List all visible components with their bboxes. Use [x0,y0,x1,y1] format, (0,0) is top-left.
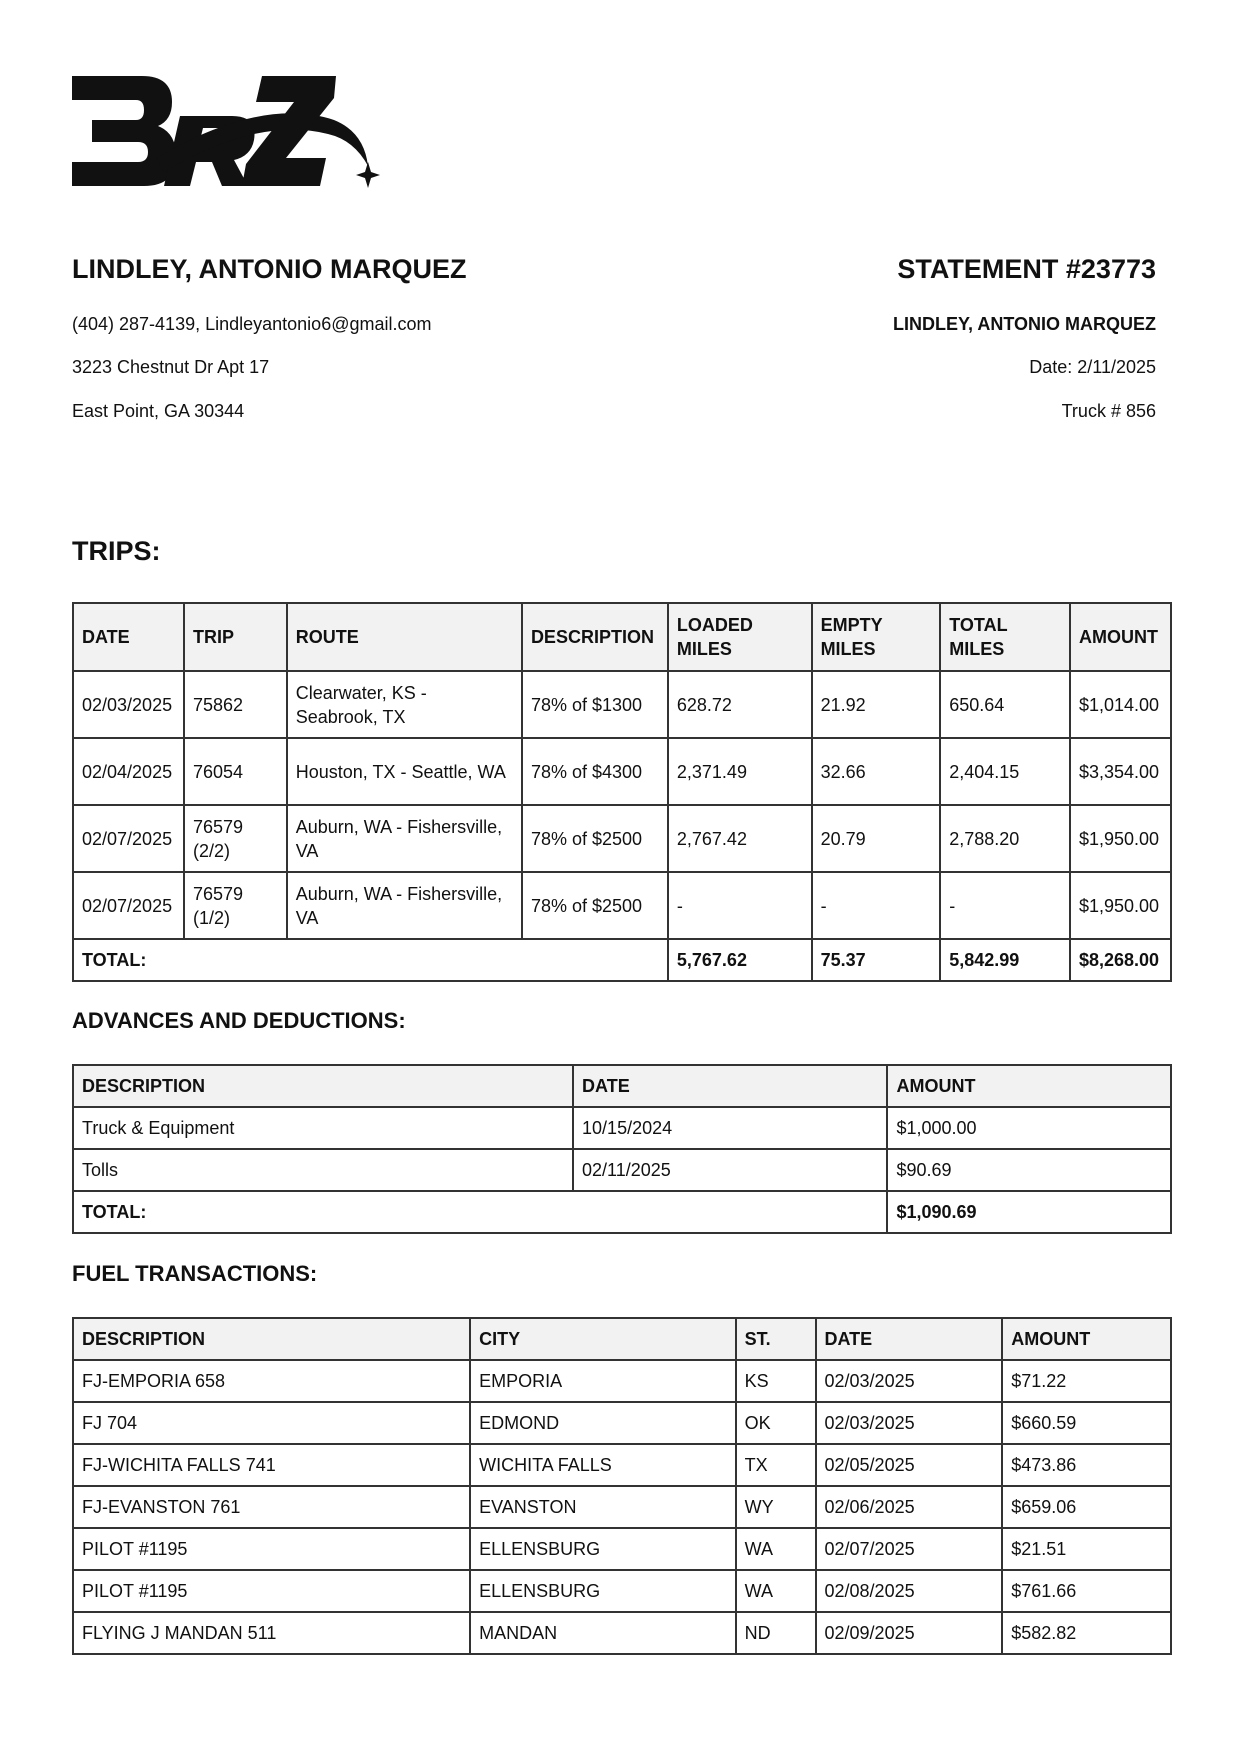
trip-total-miles: 650.64 [940,671,1070,738]
truck-number: Truck # 856 [1061,401,1156,421]
trip-empty-miles: 21.92 [812,671,941,738]
trip-number: 76579 (1/2) [184,872,287,939]
trip-description: 78% of $4300 [522,738,668,805]
trip-number: 76579 (2/2) [184,805,287,872]
fuel-date: 02/05/2025 [816,1444,1003,1486]
trips-total-amount: $8,268.00 [1070,939,1171,981]
deduction-description: Truck & Equipment [73,1107,573,1149]
table-row [73,671,1171,738]
trip-total-miles: - [940,872,1070,939]
fuel-date: 02/07/2025 [816,1528,1003,1570]
fuel-city: ELLENSBURG [470,1528,736,1570]
fuel-amount: $473.86 [1002,1444,1171,1486]
trip-description: 78% of $1300 [522,671,668,738]
brz-logo [72,76,382,192]
col-date: DATE [573,1065,887,1107]
fuel-amount: $761.66 [1002,1570,1171,1612]
trip-amount: $3,354.00 [1070,738,1171,805]
fuel-state: KS [736,1360,816,1402]
statement-driver-name: LINDLEY, ANTONIO MARQUEZ [892,314,1156,334]
trip-loaded-miles: 2,371.49 [668,738,812,805]
col-amount: AMOUNT [1002,1318,1171,1360]
fuel-state: WA [736,1528,816,1570]
fuel-city: MANDAN [470,1612,736,1654]
col-description: DESCRIPTION [73,1065,573,1107]
trip-date: 02/04/2025 [73,738,184,805]
table-row [73,872,1171,939]
fuel-state: ND [736,1612,816,1654]
trips-total-empty: 75.37 [812,939,941,981]
fuel-table [72,1317,1172,1655]
table-row [73,1528,1171,1570]
trip-amount: $1,014.00 [1070,671,1171,738]
trip-loaded-miles: 628.72 [668,671,812,738]
table-row [73,1360,1171,1402]
fuel-date: 02/06/2025 [816,1486,1003,1528]
trip-description: 78% of $2500 [522,805,668,872]
trips-heading: TRIPS: [72,536,161,566]
fuel-amount: $660.59 [1002,1402,1171,1444]
fuel-city: EVANSTON [470,1486,736,1528]
col-amount: AMOUNT [1070,603,1171,671]
trip-number: 75862 [184,671,287,738]
trip-date: 02/07/2025 [73,872,184,939]
statement-date: Date: 2/11/2025 [1029,357,1156,377]
col-route: ROUTE [287,603,522,671]
trips-total-row [73,939,1171,981]
trip-total-miles: 2,404.15 [940,738,1070,805]
col-amount: AMOUNT [887,1065,1171,1107]
fuel-heading: FUEL TRANSACTIONS: [72,1261,318,1286]
fuel-description: PILOT #1195 [73,1528,470,1570]
table-row [73,1149,1171,1191]
trip-description: 78% of $2500 [522,872,668,939]
fuel-description: FJ 704 [73,1402,470,1444]
trip-empty-miles: 32.66 [812,738,941,805]
trips-table [72,602,1172,982]
fuel-description: FJ-EVANSTON 761 [73,1486,470,1528]
fuel-description: PILOT #1195 [73,1570,470,1612]
trip-date: 02/03/2025 [73,671,184,738]
table-row [73,1402,1171,1444]
table-row [73,738,1171,805]
deduction-date: 02/11/2025 [573,1149,887,1191]
deduction-description: Tolls [73,1149,573,1191]
col-date: DATE [73,603,184,671]
trip-empty-miles: - [812,872,941,939]
fuel-city: WICHITA FALLS [470,1444,736,1486]
fuel-description: FLYING J MANDAN 511 [73,1612,470,1654]
fuel-description: FJ-EMPORIA 658 [73,1360,470,1402]
col-state: ST. [736,1318,816,1360]
trips-total-label: TOTAL: [73,939,668,981]
deduction-amount: $90.69 [887,1149,1171,1191]
driver-address-line1: 3223 Chestnut Dr Apt 17 [72,357,270,377]
fuel-state: WA [736,1570,816,1612]
fuel-state: TX [736,1444,816,1486]
driver-name-heading: LINDLEY, ANTONIO MARQUEZ [72,254,467,284]
fuel-date: 02/03/2025 [816,1402,1003,1444]
col-empty-miles: EMPTY MILES [812,603,941,671]
fuel-city: ELLENSBURG [470,1570,736,1612]
driver-address-line2: East Point, GA 30344 [72,401,245,421]
fuel-date: 02/03/2025 [816,1360,1003,1402]
fuel-state: OK [736,1402,816,1444]
table-row [73,1107,1171,1149]
trip-total-miles: 2,788.20 [940,805,1070,872]
fuel-amount: $659.06 [1002,1486,1171,1528]
col-description: DESCRIPTION [522,603,668,671]
trips-total-loaded: 5,767.62 [668,939,812,981]
trip-date: 02/07/2025 [73,805,184,872]
col-loaded-miles: LOADED MILES [668,603,812,671]
trip-loaded-miles: - [668,872,812,939]
table-row [73,1612,1171,1654]
col-trip: TRIP [184,603,287,671]
col-date: DATE [816,1318,1003,1360]
table-row [73,1486,1171,1528]
fuel-state: WY [736,1486,816,1528]
deductions-total-label: TOTAL: [73,1191,887,1233]
table-row [73,1570,1171,1612]
fuel-description: FJ-WICHITA FALLS 741 [73,1444,470,1486]
deductions-table [72,1064,1172,1234]
col-city: CITY [470,1318,736,1360]
fuel-amount: $21.51 [1002,1528,1171,1570]
fuel-date: 02/08/2025 [816,1570,1003,1612]
trip-empty-miles: 20.79 [812,805,941,872]
deduction-amount: $1,000.00 [887,1107,1171,1149]
col-total-miles: TOTAL MILES [940,603,1070,671]
trip-route: Clearwater, KS - Seabrook, TX [287,671,522,738]
trips-header-row [73,603,1171,671]
trip-number: 76054 [184,738,287,805]
fuel-amount: $71.22 [1002,1360,1171,1402]
deductions-total-amount: $1,090.69 [887,1191,1171,1233]
deductions-heading: ADVANCES AND DEDUCTIONS: [72,1008,406,1033]
driver-contact: (404) 287-4139, Lindleyantonio6@gmail.com [72,314,432,334]
trip-amount: $1,950.00 [1070,872,1171,939]
fuel-date: 02/09/2025 [816,1612,1003,1654]
trip-route: Auburn, WA - Fishersville, VA [287,872,522,939]
trip-route: Houston, TX - Seattle, WA [287,738,522,805]
fuel-city: EMPORIA [470,1360,736,1402]
table-row [73,1444,1171,1486]
trip-route: Auburn, WA - Fishersville, VA [287,805,522,872]
fuel-amount: $582.82 [1002,1612,1171,1654]
deductions-header-row [73,1065,1171,1107]
trip-amount: $1,950.00 [1070,805,1171,872]
fuel-header-row [73,1318,1171,1360]
trip-loaded-miles: 2,767.42 [668,805,812,872]
table-row [73,805,1171,872]
deduction-date: 10/15/2024 [573,1107,887,1149]
col-description: DESCRIPTION [73,1318,470,1360]
statement-number: STATEMENT #23773 [897,254,1156,284]
fuel-city: EDMOND [470,1402,736,1444]
trips-total-miles: 5,842.99 [940,939,1070,981]
deductions-total-row [73,1191,1171,1233]
